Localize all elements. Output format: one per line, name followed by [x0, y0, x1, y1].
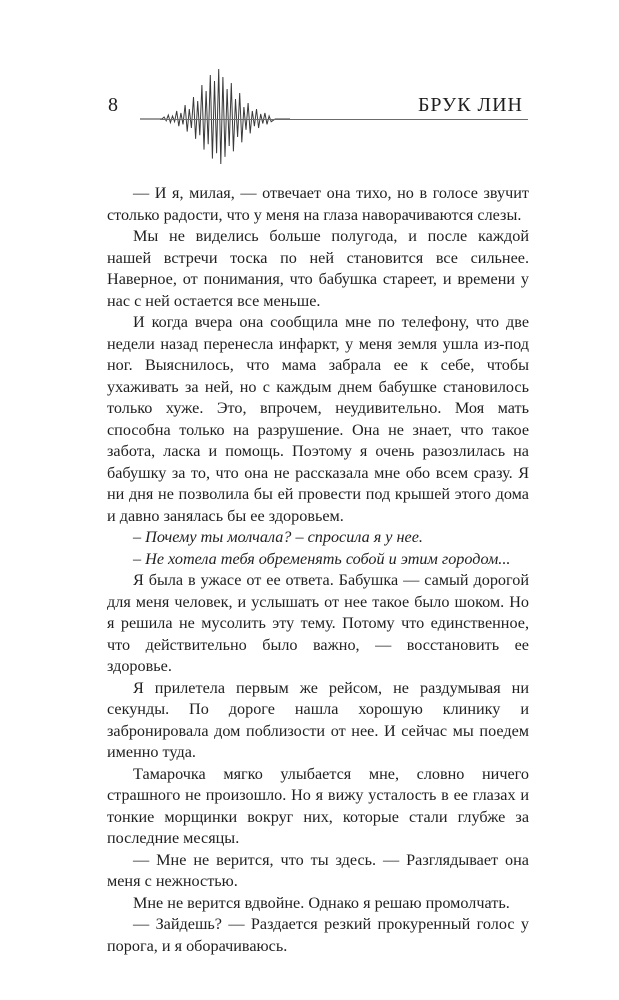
paragraph: Мы не виделись больше полугода, и после каждой нашей встречи тоска по ней становится все сильнее. Наверное, от понимания, что бабушка стареет, и времени у нас с ней остается все меньше.: [107, 227, 529, 310]
paragraph: И когда вчера она сообщила мне по телефону, что две недели назад перенесла инфаркт, у меня земля ушла из-под ног. Выяснилось, что мама забрала ее к себе, чтобы ухаживать за ней, но с каждым днем бабушке становилось только хуже. Это, впрочем, неудивительно. Моя мать способна только на разрушение. Она не знает, что такое забота, ласка и помощь. Поэтому я очень разозлилась на бабушку за то, что она не рассказала мне обо всем сразу. Я ни дня не позволила бы ей провести под крышей этого дома и давно занялась бы ее здоровьем.: [107, 313, 529, 525]
dialogue-line: – Не хотела тебя обременять собой и этим городом...: [133, 549, 511, 568]
header-rule: [160, 119, 528, 120]
paragraph: — Зайдешь? — Раздается резкий прокуренный голос у порога, и я оборачиваюсь.: [107, 915, 529, 955]
paragraph: Я была в ужасе от ее ответа. Бабушка — самый дорогой для меня человек, и услышать от нее такое было шоком. Но я решила не мусолить эту тему. Потому что единственное, что действительно было важно, — восстановить ее здоровье.: [107, 571, 529, 675]
page-header: [0, 0, 619, 170]
dialogue-line: – Почему ты молчала? – спросила я у нее.: [133, 528, 423, 546]
page-number: 8: [108, 94, 118, 116]
paragraph: — Мне не верится, что ты здесь. — Разглядывает она меня с нежностью.: [107, 850, 529, 890]
paragraph: Тамарочка мягко улыбается мне, словно ничего страшного не произошло. Но я вижу усталость в ее глазах и тонкие морщинки вокруг них, которые стали глубже за последние месяцы.: [107, 764, 529, 847]
running-title: БРУК ЛИН: [417, 94, 523, 116]
body-text: [107, 183, 529, 957]
heartbeat-pulse-icon: [140, 60, 290, 170]
paragraph: Мне не верится вдвойне. Однако я решаю промолчать.: [133, 893, 510, 912]
paragraph: Я прилетела первым же рейсом, не раздумывая ни секунды. По дороге нашла хорошую клинику и забронировала дом поблизости от нее. И сейчас мы поедем именно туда.: [107, 678, 529, 761]
paragraph: — И я, милая, — отвечает она тихо, но в голосе звучит столько радости, что у меня на глаза наворачиваются слезы.: [107, 184, 529, 224]
